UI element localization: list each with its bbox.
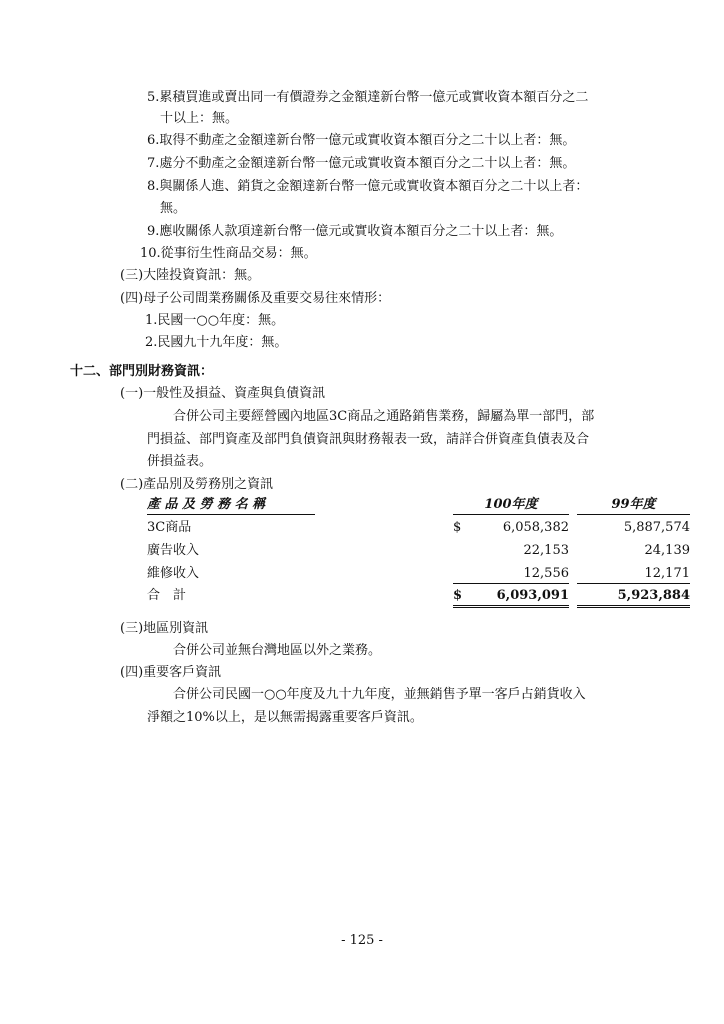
item-8-line1: 8.與關係人進、銷貨之金額達新台幣一億元或實收資本額百分之二十以上者： [147,179,589,194]
subsection-2-title: (二)產品別及勞務別之資訊 [120,477,274,492]
item-8-line2: 無。 [160,201,187,216]
item-10: 10.從事衍生性商品交易：無。 [140,246,317,261]
table-row-value-99: 24,139 [644,543,690,558]
subsection-4-para-line2: 淨額之10%以上，是以無需揭露重要客戶資訊。 [147,710,423,725]
table-row-name: 3C商品 [147,520,192,535]
section-4-item-2: 2.民國九十九年度：無。 [145,335,288,350]
item-9: 9.應收關係人款項達新台幣一億元或實收資本額百分之二十以上者：無。 [147,224,563,239]
page-number: - 125 - [341,933,383,948]
table-row-name: 廣告收入 [147,543,200,558]
subsection-3-para: 合併公司並無台灣地區以外之業務。 [173,643,382,658]
heading-12: 十二、部門別財務資訊： [70,364,214,379]
item-5-line2: 十以上：無。 [160,111,239,126]
table-row-value-99: 5,887,574 [623,520,690,535]
table-total-value-99: 5,923,884 [577,587,690,608]
table-row-value-100: 6,058,382 [502,520,569,535]
table-row-value-100: 22,153 [523,543,569,558]
table-header-col2: 99年度 [577,496,690,515]
table-total-label: 合 計 [147,588,187,603]
item-7: 7.處分不動產之金額達新台幣一億元或實收資本額百分之二十以上者：無。 [147,156,576,171]
subsection-1-para-line1: 合併公司主要經營國內地區3C商品之通路銷售業務，歸屬為單一部門，部 [173,409,595,424]
subsection-4-title: (四)重要客戶資訊 [120,665,222,680]
total-currency-symbol: $ [453,588,463,603]
table-row-value-100: 12,556 [453,565,569,584]
section-4-item-1: 1.民國一○○年度：無。 [145,313,285,328]
subsection-1-para-line2: 門損益、部門資產及部門負債資訊與財務報表一致，請詳合併資產負債表及合 [147,432,590,447]
subsection-1-para-line3: 併損益表。 [147,454,213,469]
table-total-value-100: 6,093,091 [453,587,569,608]
currency-symbol: $ [453,520,462,535]
table-header-label: 產 品 及 勞 務 名 稱 [147,496,315,515]
section-3-title: (三)大陸投資資訊：無。 [120,268,261,283]
section-4-title: (四)母子公司間業務關係及重要交易往來情形： [120,291,391,306]
subsection-3-title: (三)地區別資訊 [120,621,209,636]
item-6: 6.取得不動產之金額達新台幣一億元或實收資本額百分之二十以上者：無。 [147,133,576,148]
item-5-line1: 5.累積買進或賣出同一有價證券之金額達新台幣一億元或實收資本額百分之二 [147,90,589,105]
subsection-4-para-line1: 合併公司民國一○○年度及九十九年度，並無銷售予單一客戶占銷貨收入 [173,687,586,702]
table-row-name: 維修收入 [147,566,200,581]
table-row-value-99: 12,171 [577,565,690,584]
subsection-1-title: (一)一般性及損益、資產與負債資訊 [120,386,326,401]
table-header-col1: 100年度 [453,496,569,515]
